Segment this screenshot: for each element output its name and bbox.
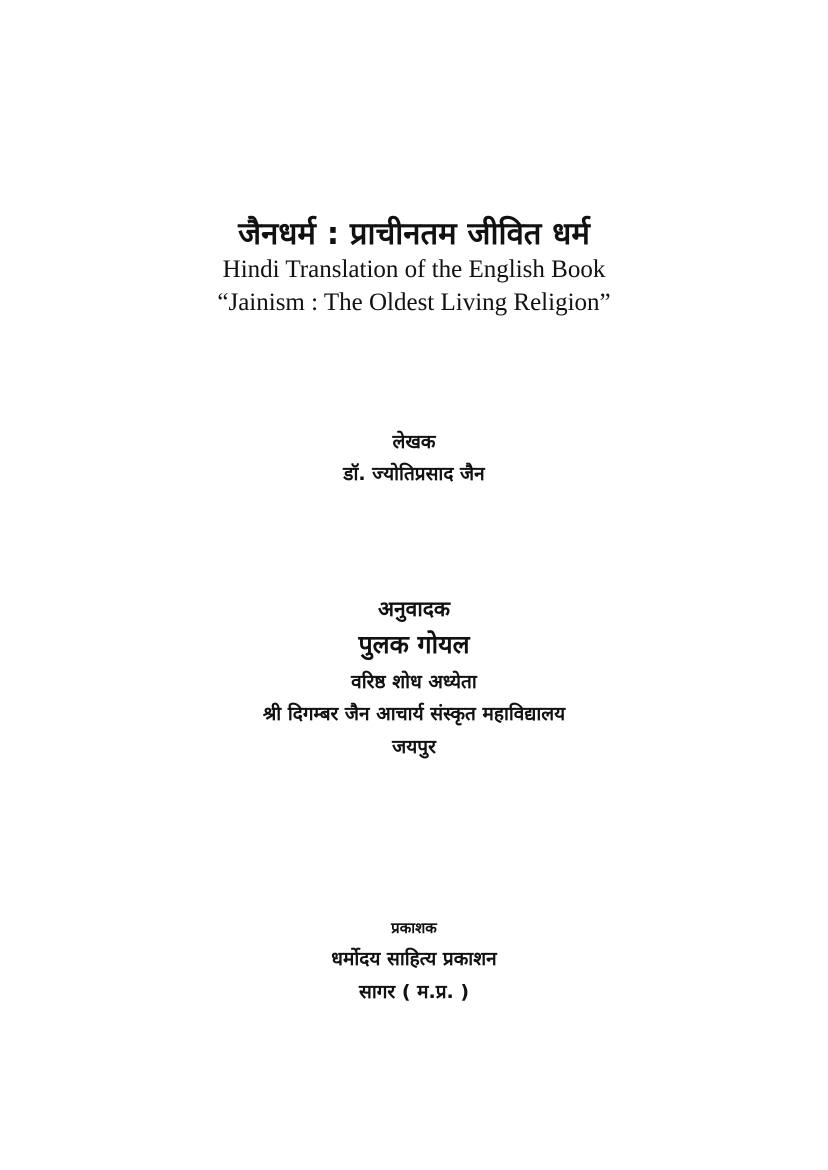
translator-label: अनुवादक: [377, 597, 451, 621]
book-title-hindi: जैनधर्म : प्राचीनतम जीवित धर्म: [238, 216, 590, 252]
author-name: डॉ. ज्योतिप्रसाद जैन: [343, 463, 485, 485]
translator-institution: श्री दिगम्बर जैन आचार्य संस्कृत महाविद्यालय: [262, 703, 566, 725]
publisher-name: धर्मोदय साहित्य प्रकाशन: [331, 948, 497, 970]
publisher-label: प्रकाशक: [391, 919, 437, 937]
translator-name: पुलक गोयल: [358, 630, 470, 659]
translator-designation: वरिष्ठ शोध अध्येता: [351, 671, 477, 693]
publisher-city: सागर ( म.प्र. ): [358, 981, 470, 1003]
subtitle-line-2: “Jainism : The Oldest Living Religion”: [217, 289, 611, 316]
subtitle-line-1: Hindi Translation of the English Book: [222, 256, 606, 283]
author-label: लेखक: [392, 431, 436, 453]
translator-city: जयपुर: [392, 736, 436, 758]
